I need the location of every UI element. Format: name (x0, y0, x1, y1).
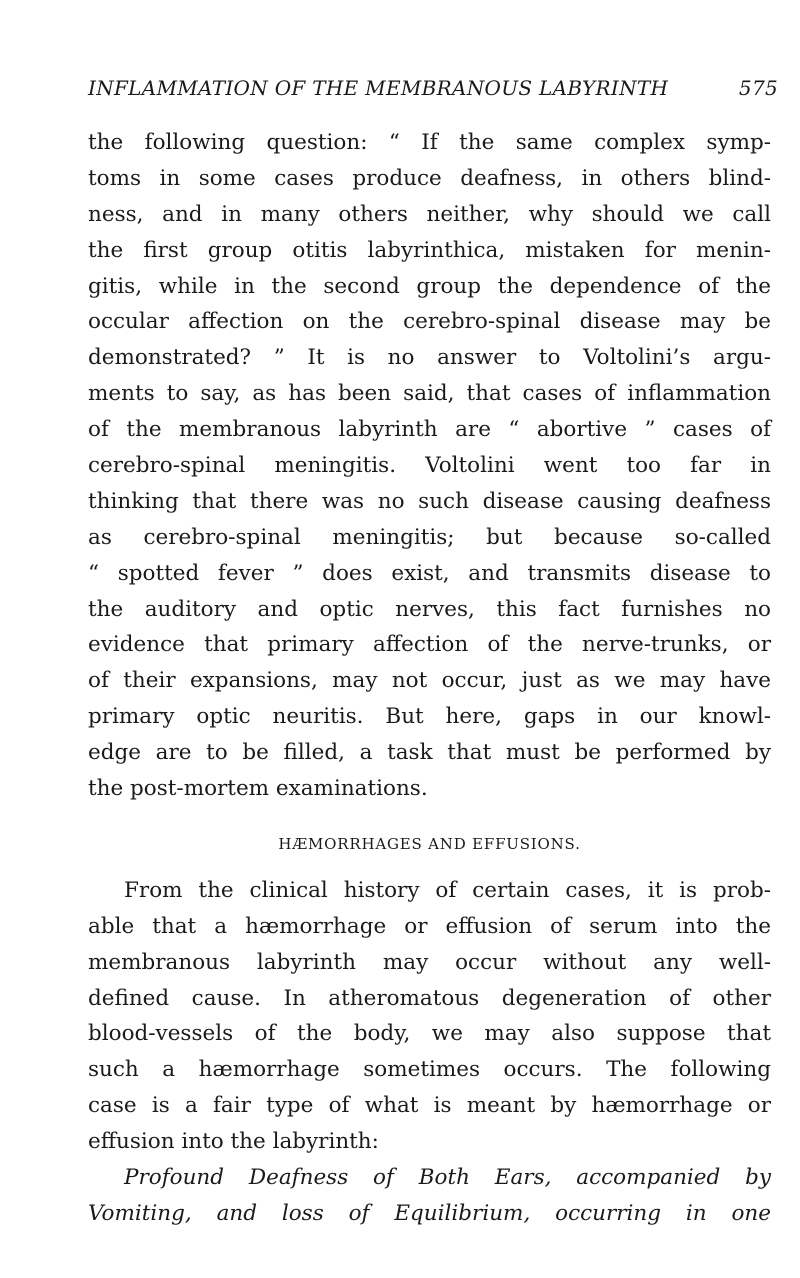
text-line: blood-vessels of the body, we may also suppose that (88, 1021, 771, 1047)
text-line: demonstrated? ” It is no answer to Voltolini’s argu- (88, 345, 771, 371)
paragraph-haemorrhage (88, 873, 771, 1160)
case-title (88, 1160, 771, 1232)
running-header (88, 76, 778, 108)
running-title: INFLAMMATION OF THE MEMBRANOUS LABYRINTH (88, 76, 669, 100)
text-line: such a hæmorrhage sometimes occurs. The following (88, 1057, 771, 1083)
text-line: ness, and in many others neither, why should we call (88, 201, 771, 227)
text-line: Vomiting, and loss of Equilibrium, occurring in one (88, 1200, 771, 1226)
text-line: From the clinical history of certain cases, it is prob- (124, 877, 771, 903)
text-line: the first group otitis labyrinthica, mistaken for menin- (88, 237, 771, 263)
text-line: Profound Deafness of Both Ears, accompanied by (124, 1165, 771, 1191)
text-line: the auditory and optic nerves, this fact furnishes no (88, 596, 771, 622)
text-line: case is a fair type of what is meant by hæmorrhage or (88, 1093, 771, 1119)
text-line: primary optic neuritis. But here, gaps in our knowl- (88, 704, 771, 730)
text-line: of their expansions, may not occur, just as we may have (88, 668, 771, 694)
text-line: effusion into the labyrinth: (88, 1129, 379, 1155)
text-line: occular affection on the cerebro-spinal disease may be (88, 309, 771, 335)
text-line: ments to say, as has been said, that cases of inflammation (88, 381, 771, 407)
text-line: membranous labyrinth may occur without any well- (88, 949, 771, 975)
text-line: defined cause. In atheromatous degeneration of other (88, 985, 771, 1011)
text-line: of the membranous labyrinth are “ abortive ” cases of (88, 417, 771, 443)
text-line: cerebro-spinal meningitis. Voltolini went too far in (88, 453, 771, 479)
paragraph-voltolini (88, 125, 771, 807)
text-line: able that a hæmorrhage or effusion of serum into the (88, 913, 771, 939)
section-heading: HÆMORRHAGES AND EFFUSIONS. (278, 834, 581, 853)
text-line: evidence that primary affection of the nerve-trunks, or (88, 632, 771, 658)
page-number: 575 (738, 76, 778, 100)
text-line: the following question: “ If the same complex symp- (88, 130, 771, 155)
text-line: as cerebro-spinal meningitis; but because so-called (88, 524, 771, 550)
text-line: “ spotted fever ” does exist, and transmits disease to (88, 560, 771, 586)
text-line: edge are to be filled, a task that must be performed by (88, 740, 771, 766)
page-body (88, 125, 771, 1232)
text-line: toms in some cases produce deafness, in others blind- (88, 165, 771, 191)
text-line: gitis, while in the second group the dependence of the (88, 273, 771, 299)
text-line: the post-mortem examinations. (88, 776, 428, 802)
text-line: thinking that there was no such disease causing deafness (88, 488, 771, 514)
